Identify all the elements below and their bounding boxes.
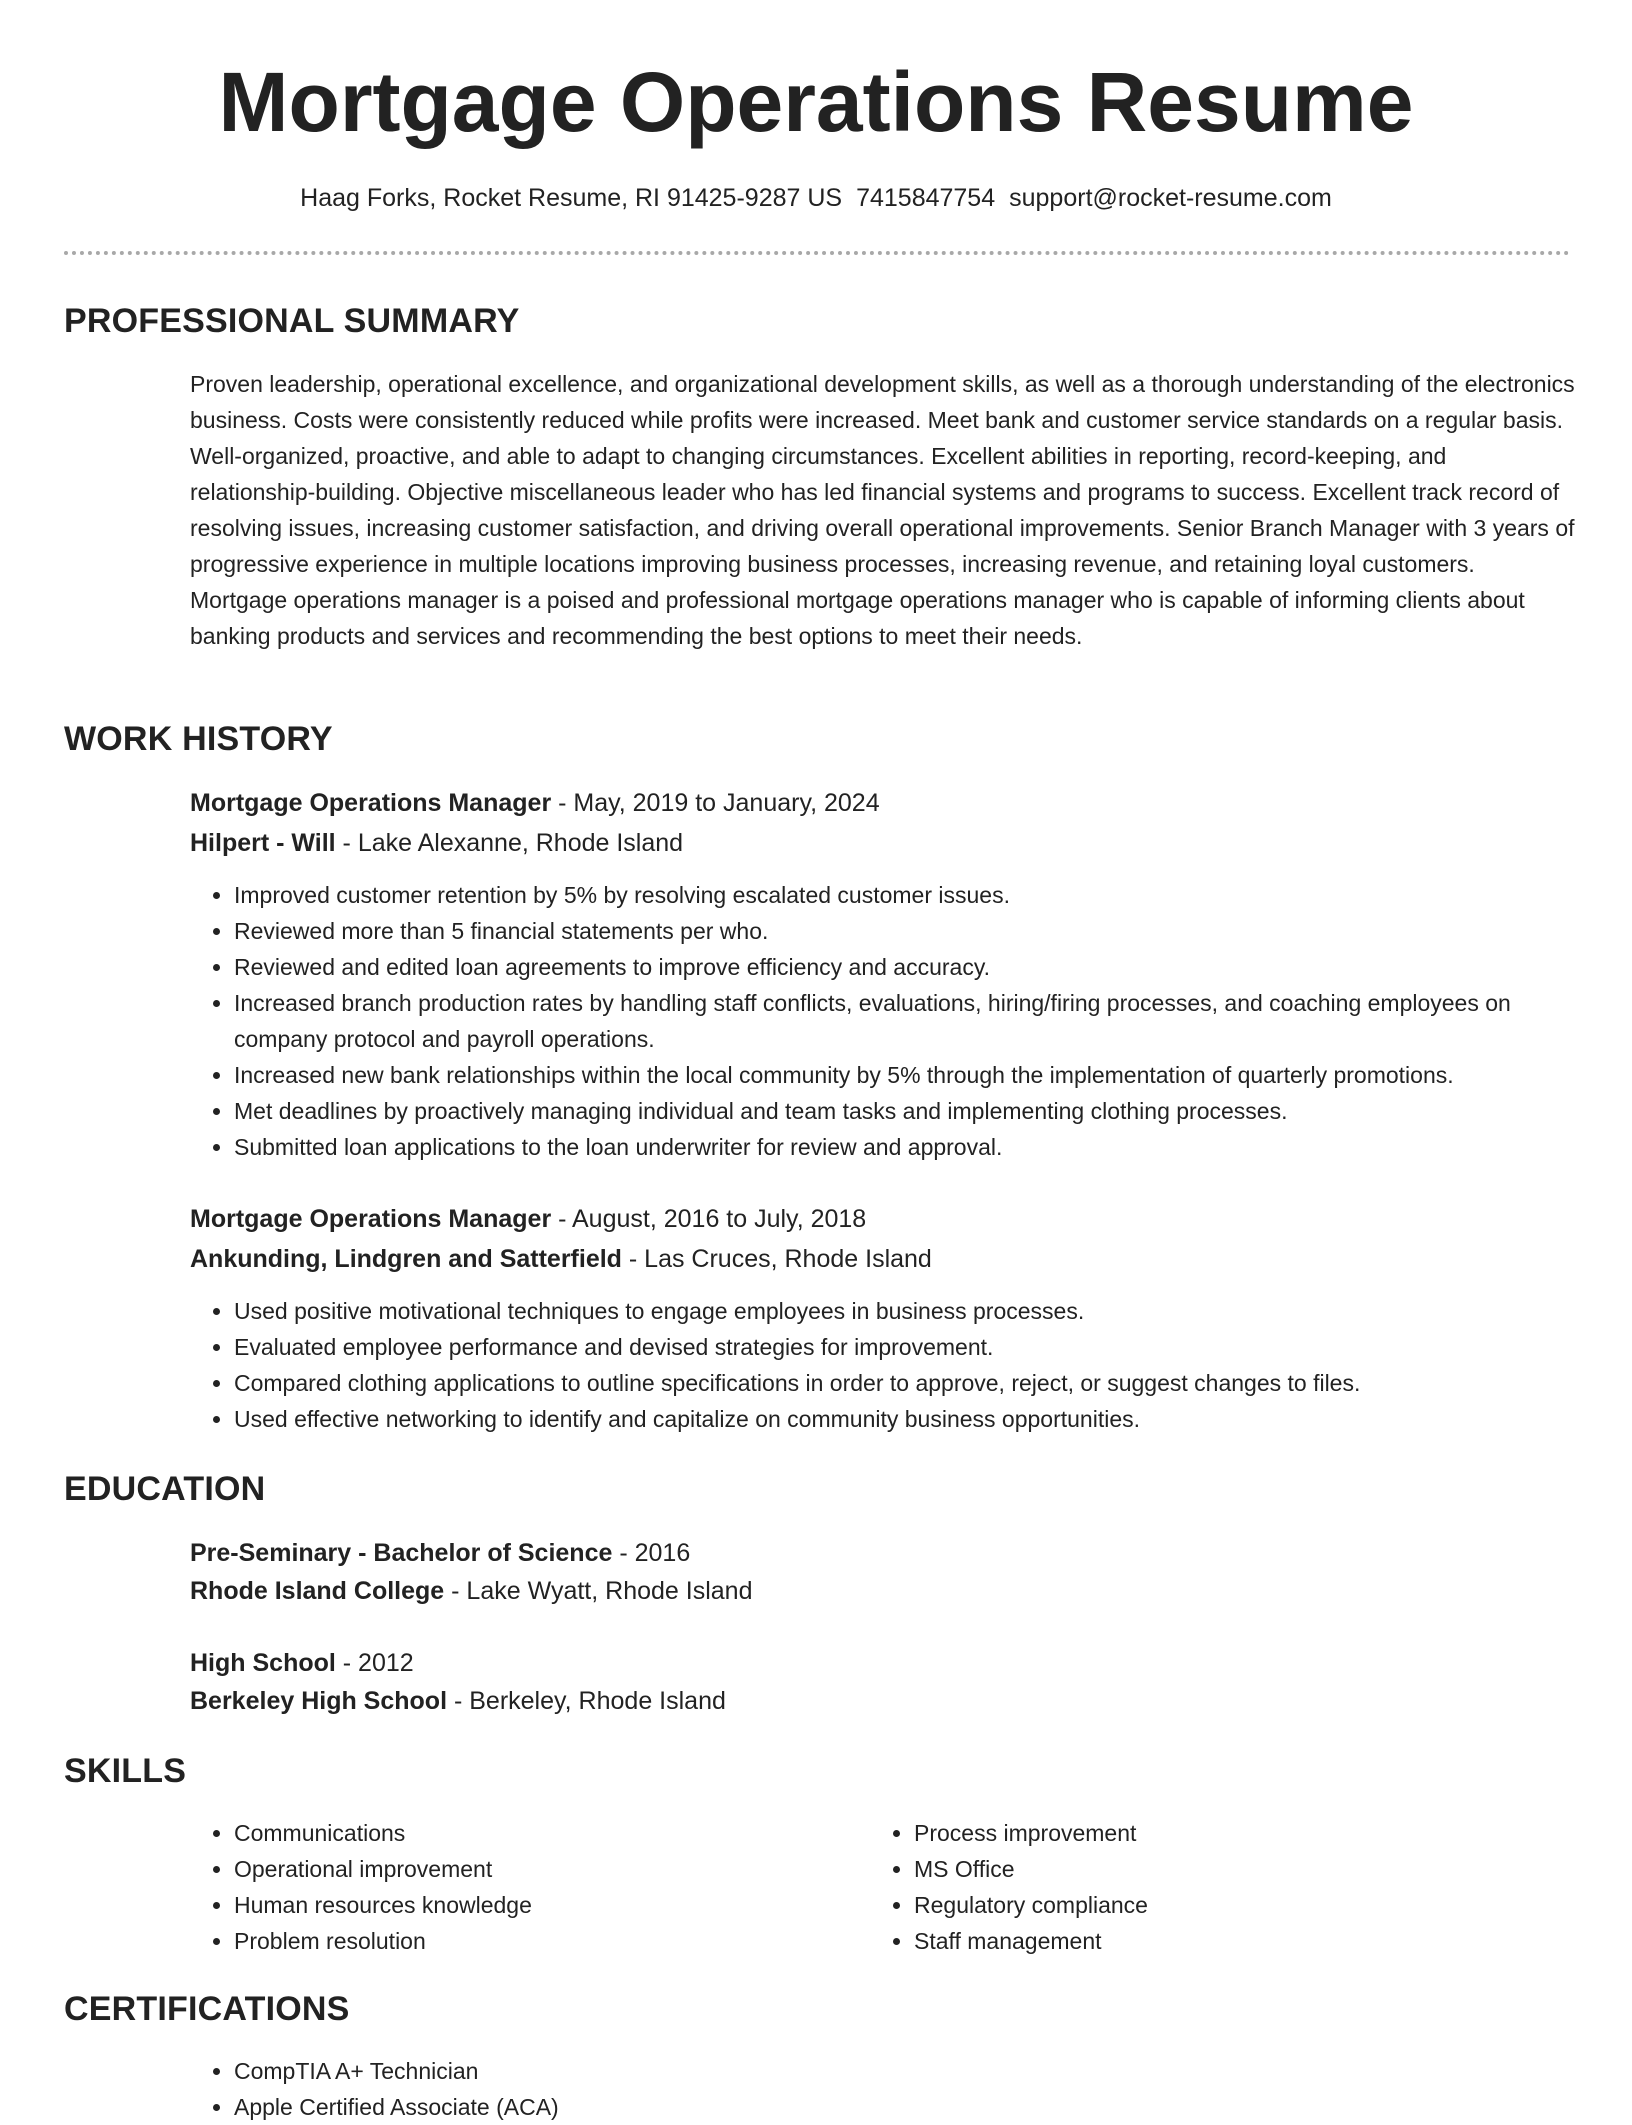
education-location: - Lake Wyatt, Rhode Island (444, 1577, 753, 1605)
skill-item: • Human resources knowledge (234, 1887, 874, 1923)
skill-item: • Process improvement (914, 1815, 1554, 1851)
skill-item: • Regulatory compliance (914, 1887, 1554, 1923)
education-location: - Berkeley, Rhode Island (447, 1687, 726, 1715)
job-bullet: • Submitted loan applications to the loan underwriter for review and approval. (234, 1129, 1632, 1165)
section-title-skills: SKILLS (64, 1752, 187, 1790)
job-bullet: • Met deadlines by proactively managing individual and team tasks and implementing clothing processes. (234, 1093, 1632, 1129)
contact-line (0, 181, 1632, 215)
education-degree: Pre-Seminary - Bachelor of Science (190, 1539, 613, 1567)
job-dates: - August, 2016 to July, 2018 (551, 1205, 867, 1233)
education-school-line (190, 1683, 726, 1719)
job-bullet: • Increased branch production rates by handling staff conflicts, evaluations, hiring/firing processes, and coaching employees on company protocol and payroll operations. (234, 985, 1514, 1057)
summary-text: Proven leadership, operational excellence, and organizational development skills, as well as a thorough understanding of the electronics business. Costs were consistently reduced while profits were increased. Meet bank and customer service standards on a regular basis. Well-organized, proactive, and able to adapt to changing circumstances. Excellent abilities in reporting, record-keeping, and relationship-building. Objective miscellaneous leader who has led financial systems and programs to success. Excellent track record of resolving issues, increasing customer satisfaction, and driving overall operational improvements. Senior Branch Manager with 3 years of progressive experience in multiple locations improving business processes, increasing revenue, and retaining loyal customers. Mortgage operations manager is a poised and professional mortgage operations manager who is capable of informing clients about banking products and services and recommending the best options to meet their needs. (190, 371, 1575, 649)
job-company-line (190, 1241, 932, 1277)
education-degree: High School (190, 1649, 336, 1677)
skills-list-right (870, 1815, 1554, 1959)
skill-item: • MS Office (914, 1851, 1554, 1887)
job-bullet: • Compared clothing applications to outline specifications in order to approve, reject, or suggest changes to files. (234, 1365, 1632, 1401)
job-bullet: • Increased new bank relationships within the local community by 5% through the implementation of quarterly promotions. (234, 1057, 1632, 1093)
skill-item: • Staff management (914, 1923, 1554, 1959)
skill-item: • Problem resolution (234, 1923, 874, 1959)
section-title-work-history: WORK HISTORY (64, 720, 333, 758)
certification-item: • Apple Certified Associate (ACA) (234, 2089, 1632, 2125)
job-title-line (190, 785, 880, 821)
job-title: Mortgage Operations Manager (190, 1205, 552, 1233)
section-title-summary: PROFESSIONAL SUMMARY (64, 302, 520, 340)
email: support@rocket-resume.com (1009, 184, 1332, 212)
job-title: Mortgage Operations Manager (190, 789, 552, 817)
education-degree-line (190, 1645, 414, 1681)
job-dates: - May, 2019 to January, 2024 (551, 789, 880, 817)
education-school-line (190, 1573, 752, 1609)
phone: 7415847754 (856, 184, 996, 212)
education-degree-line (190, 1535, 690, 1571)
job-bullet: • Reviewed and edited loan agreements to improve efficiency and accuracy. (234, 949, 1632, 985)
skill-item: • Operational improvement (234, 1851, 874, 1887)
job-bullet-list (190, 877, 1632, 1165)
job-bullet: • Evaluated employee performance and devised strategies for improvement. (234, 1329, 1632, 1365)
education-school: Rhode Island College (190, 1577, 445, 1605)
job-bullet: • Reviewed more than 5 financial statements per who. (234, 913, 1632, 949)
section-title-education: EDUCATION (64, 1470, 266, 1508)
certifications-list (190, 2053, 1632, 2125)
education-school: Berkeley High School (190, 1687, 448, 1715)
job-company: Ankunding, Lindgren and Satterfield (190, 1245, 622, 1273)
job-company-line (190, 825, 683, 861)
job-title-line (190, 1201, 866, 1237)
skill-item: • Communications (234, 1815, 874, 1851)
section-title-certifications: CERTIFICATIONS (64, 1990, 350, 2028)
job-location: - Las Cruces, Rhode Island (621, 1245, 932, 1273)
certification-item: • CompTIA A+ Technician (234, 2053, 1632, 2089)
job-bullet-list (190, 1293, 1632, 1437)
job-bullet: • Improved customer retention by 5% by resolving escalated customer issues. (234, 877, 1632, 913)
address: Haag Forks, Rocket Resume, RI 91425-9287 US (300, 184, 843, 212)
education-year: - 2012 (335, 1649, 414, 1677)
header-divider (64, 251, 1570, 255)
job-bullet: • Used positive motivational techniques to engage employees in business processes. (234, 1293, 1632, 1329)
education-year: - 2016 (612, 1539, 691, 1567)
job-bullet: • Used effective networking to identify and capitalize on community business opportunities. (234, 1401, 1632, 1437)
resume-title: Mortgage Operations Resume (218, 55, 1414, 149)
skills-list-left (190, 1815, 874, 1959)
job-company: Hilpert - Will (190, 829, 336, 857)
job-location: - Lake Alexanne, Rhode Island (335, 829, 684, 857)
